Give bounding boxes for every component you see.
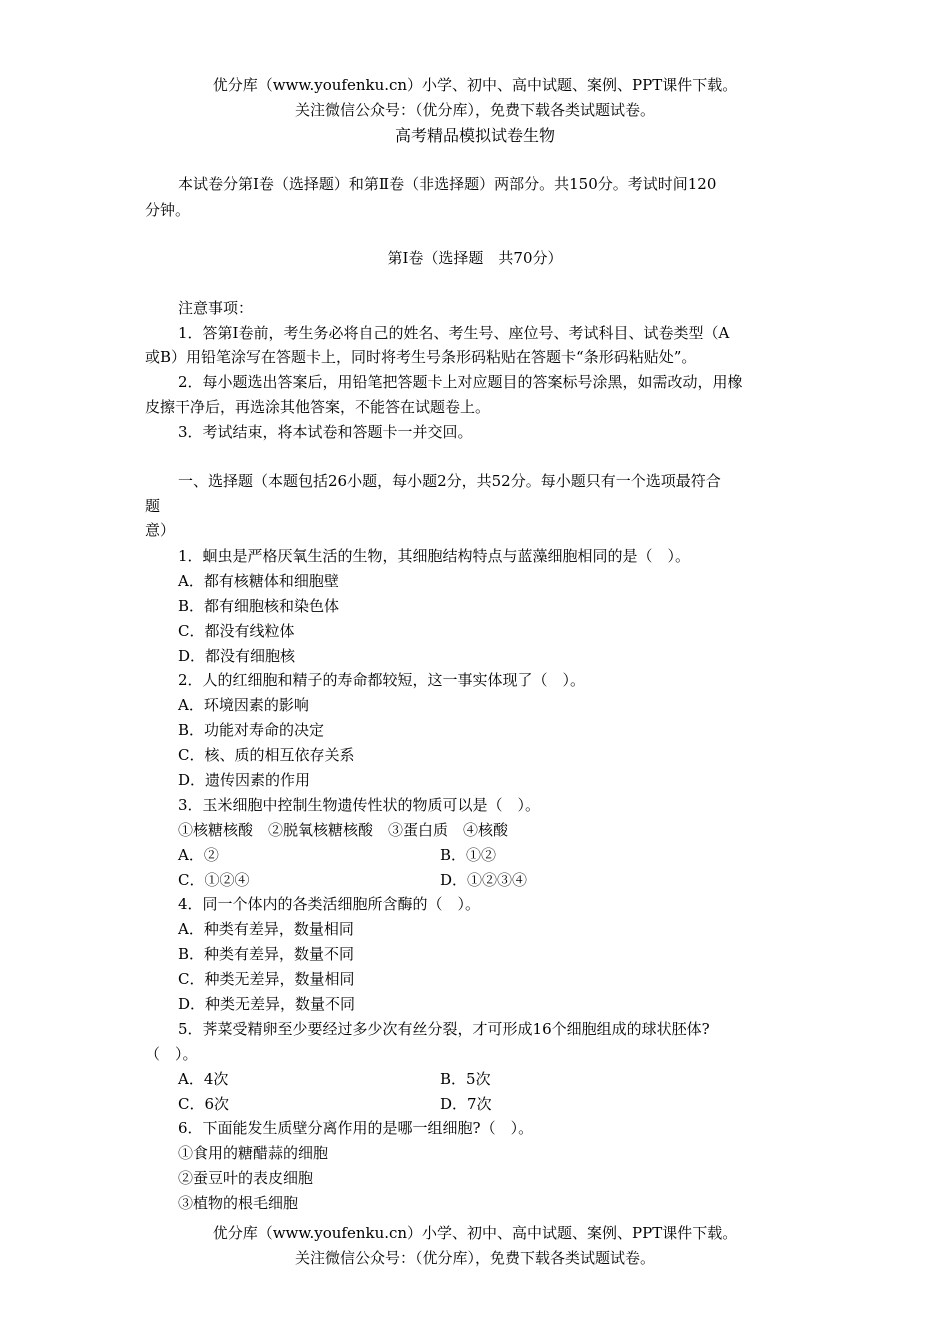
question-1: 1．蛔虫是严格厌氧生活的生物，其细胞结构特点与蓝藻细胞相同的是（ ）。 (178, 547, 691, 565)
part-heading-line-1: 一、选择题（本题包括26小题，每小题2分，共52分。每小题只有一个选项最符合 (178, 472, 721, 490)
note-2-line-1: 2．每小题选出答案后，用铅笔把答题卡上对应题目的答案标号涂黑，如需改动，用橡 (178, 373, 743, 391)
note-1-line-1: 1．答第Ⅰ卷前，考生务必将自己的姓名、考生号、座位号、考试科目、试卷类型（A (178, 324, 730, 342)
note-3: 3．考试结束，将本试卷和答题卡一并交回。 (178, 423, 473, 441)
question-4: 4．同一个体内的各类活细胞所含酶的（ ）。 (178, 895, 481, 913)
question-6: 6．下面能发生质壁分离作用的是哪一组细胞?（ ）。 (178, 1119, 534, 1137)
note-1-line-2: 或B）用铅笔涂写在答题卡上，同时将考生号条形码粘贴在答题卡“条形码粘贴处”。 (145, 348, 697, 366)
q1-option-a: A．都有核糖体和细胞壁 (178, 572, 339, 590)
part-heading-line-2: 题 (145, 497, 161, 515)
q3-items: ①核糖核酸 ②脱氧核糖核酸 ③蛋白质 ④核酸 (178, 821, 509, 839)
section-heading: 第Ⅰ卷（选择题 共70分） (387, 249, 563, 267)
q1-option-c: C．都没有线粒体 (178, 622, 295, 640)
page-title: 高考精品模拟试卷生物 (394, 126, 555, 145)
q6-item-1: ①食用的糖醋蒜的细胞 (178, 1144, 329, 1162)
header-line-1: 优分库（www.youfenku.cn）小学、初中、高中试题、案例、PPT课件下载。 (212, 76, 738, 94)
q5-option-d: D．7次 (440, 1095, 492, 1113)
q2-option-d: D．遗传因素的作用 (178, 771, 311, 789)
footer-line-2: 关注微信公众号：（优分库），免费下载各类试题试卷。 (294, 1249, 655, 1267)
q4-option-c: C．种类无差异，数量相同 (178, 970, 355, 988)
q6-item-3: ③植物的根毛细胞 (178, 1194, 299, 1212)
q1-option-d: D．都没有细胞核 (178, 647, 296, 665)
q2-option-c: C．核、质的相互依存关系 (178, 746, 355, 764)
q3-option-a: A．② (178, 846, 219, 864)
q3-option-d: D．①②③④ (440, 871, 528, 889)
question-5-line-2: （ ）。 (145, 1045, 198, 1063)
note-2-line-2: 皮擦干净后，再选涂其他答案，不能答在试题卷上。 (145, 398, 491, 416)
part-heading-line-3: 意） (145, 521, 176, 539)
q4-option-b: B．种类有差异，数量不同 (178, 945, 355, 963)
q3-option-b: B．①② (440, 846, 497, 864)
q5-option-a: A．4次 (178, 1070, 229, 1088)
intro-line-2: 分钟。 (145, 201, 191, 219)
q3-option-c: C．①②④ (178, 871, 250, 889)
q2-option-b: B．功能对寿命的决定 (178, 721, 325, 739)
question-2: 2．人的红细胞和精子的寿命都较短，这一事实体现了（ ）。 (178, 671, 586, 689)
q5-option-b: B．5次 (440, 1070, 491, 1088)
question-5-line-1: 5．荠菜受精卵至少要经过多少次有丝分裂，才可形成16个细胞组成的球状胚体? (178, 1020, 710, 1038)
question-3: 3．玉米细胞中控制生物遗传性状的物质可以是（ ）。 (178, 796, 541, 814)
q2-option-a: A．环境因素的影响 (178, 696, 309, 714)
header-line-2: 关注微信公众号：（优分库），免费下载各类试题试卷。 (294, 101, 655, 119)
q4-option-a: A．种类有差异，数量相同 (178, 920, 354, 938)
q4-option-d: D．种类无差异，数量不同 (178, 995, 356, 1013)
q5-option-c: C．6次 (178, 1095, 230, 1113)
notes-heading: 注意事项： (178, 299, 254, 317)
footer-line-1: 优分库（www.youfenku.cn）小学、初中、高中试题、案例、PPT课件下载。 (212, 1224, 738, 1242)
q1-option-b: B．都有细胞核和染色体 (178, 597, 340, 615)
intro-line-1: 本试卷分第Ⅰ卷（选择题）和第Ⅱ卷（非选择题）两部分。共150分。考试时间120 (178, 175, 717, 193)
q6-item-2: ②蚕豆叶的表皮细胞 (178, 1169, 314, 1187)
